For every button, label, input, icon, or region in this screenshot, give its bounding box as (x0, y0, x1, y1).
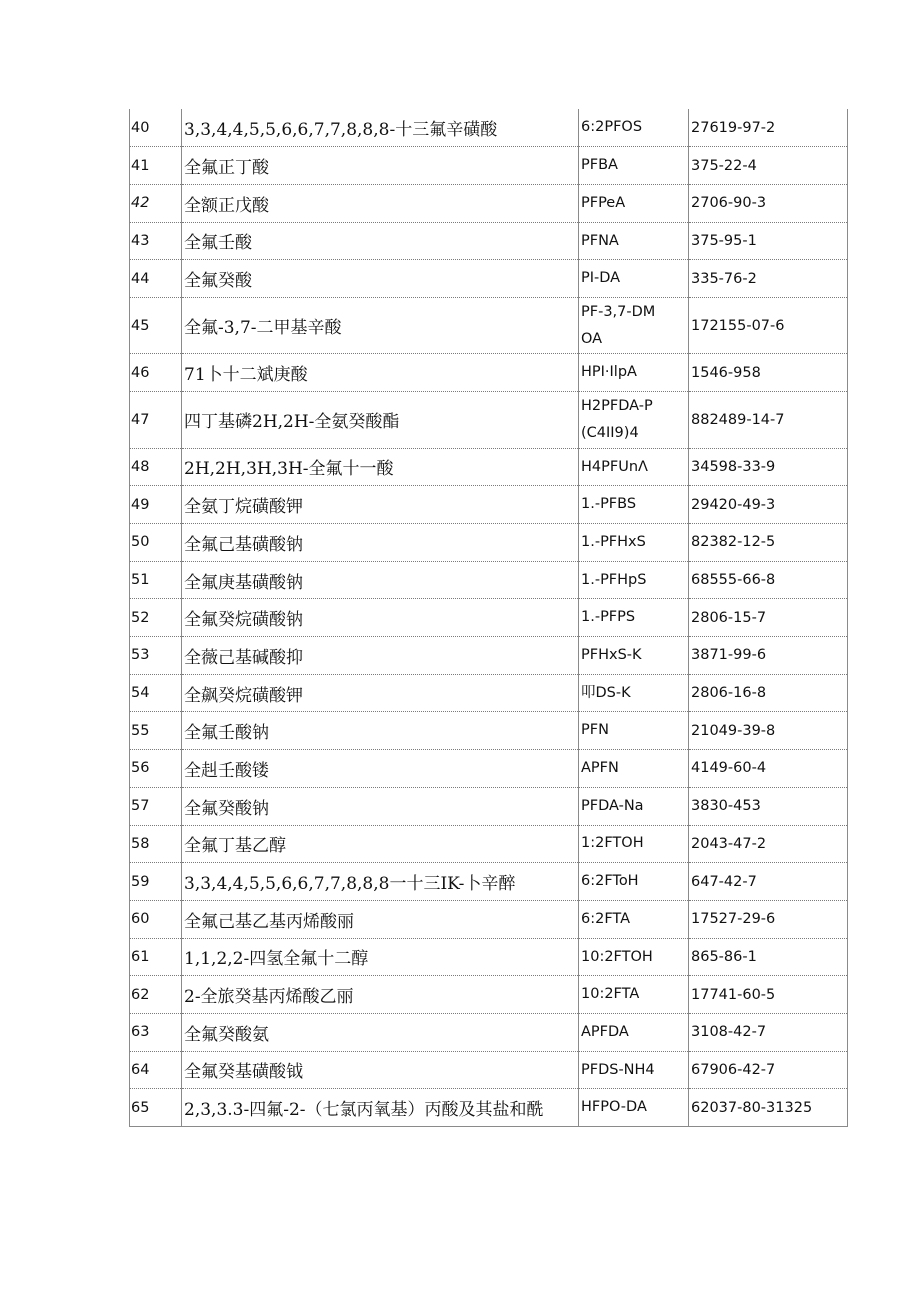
abbreviation-cell (579, 599, 689, 637)
abbreviation: 1.-PFHpS (581, 571, 647, 588)
row-number: 44 (130, 260, 182, 298)
row-number: 64 (130, 1051, 182, 1089)
substance-name: 全氟-3,7-二甲基辛酸 (182, 297, 579, 354)
table-row (130, 222, 848, 260)
substance-name: 2-全旅癸基丙烯酸乙丽 (182, 976, 579, 1014)
cas-number: 3830-453 (689, 787, 848, 825)
abbreviation-continued: OA (581, 330, 603, 347)
substance-name: 四丁基磷2H,2H-全氨癸酸酯 (182, 392, 579, 449)
abbreviation: 10:2FTOH (581, 948, 653, 965)
substance-name: 全额正戊酸 (182, 184, 579, 222)
table-row (130, 1089, 848, 1127)
substance-table-body (130, 109, 848, 1127)
abbreviation-cell (579, 524, 689, 562)
table-row (130, 184, 848, 222)
row-number: 47 (130, 392, 182, 449)
substance-name: 全氨丁烷磺酸钾 (182, 486, 579, 524)
abbreviation-cell (579, 712, 689, 750)
table-row (130, 825, 848, 863)
row-number: 62 (130, 976, 182, 1014)
cas-number: 375-22-4 (689, 147, 848, 185)
abbreviation-continued: (C4II9)4 (581, 424, 639, 441)
cas-number: 882489-14-7 (689, 392, 848, 449)
table-row (130, 637, 848, 675)
row-number: 46 (130, 354, 182, 392)
row-number: 56 (130, 750, 182, 788)
table-row (130, 900, 848, 938)
substance-name: 全氟庚基磺酸钠 (182, 561, 579, 599)
abbreviation: PFPeA (581, 194, 626, 211)
row-number: 52 (130, 599, 182, 637)
abbreviation-cell (579, 637, 689, 675)
abbreviation-cell (579, 787, 689, 825)
row-number: 40 (130, 109, 182, 147)
abbreviation: PFHxS-K (581, 647, 642, 663)
cas-number: 67906-42-7 (689, 1051, 848, 1089)
abbreviation: PFBA (581, 157, 618, 174)
substance-name: 2H,2H,3H,3H-全氟十一酸 (182, 448, 579, 486)
abbreviation-cell (579, 222, 689, 260)
cas-number: 375-95-1 (689, 222, 848, 260)
abbreviation-cell (579, 109, 689, 147)
substance-name: 全飙癸烷磺酸钾 (182, 674, 579, 712)
cas-number: 29420-49-3 (689, 486, 848, 524)
table-row (130, 109, 848, 147)
table-row (130, 147, 848, 185)
abbreviation: HFPO-DA (581, 1099, 647, 1116)
substance-name: 全氟壬酸钠 (182, 712, 579, 750)
table-row (130, 712, 848, 750)
table-row (130, 863, 848, 901)
abbreviation-cell (579, 486, 689, 524)
table-row (130, 392, 848, 449)
substance-name: 全氟癸基磺酸钺 (182, 1051, 579, 1089)
table-row (130, 354, 848, 392)
row-number: 50 (130, 524, 182, 562)
cas-number: 62037-80-31325 (689, 1089, 848, 1127)
abbreviation-cell (579, 1051, 689, 1089)
row-number: 41 (130, 147, 182, 185)
abbreviation-cell (579, 750, 689, 788)
abbreviation: PI-DA (581, 270, 621, 287)
table-row (130, 260, 848, 298)
table-row (130, 1051, 848, 1089)
table-row (130, 938, 848, 976)
row-number: 54 (130, 674, 182, 712)
row-number: 59 (130, 863, 182, 901)
abbreviation-cell (579, 448, 689, 486)
substance-name: 全薇己基碱酸抑 (182, 637, 579, 675)
table-row (130, 674, 848, 712)
cas-number: 335-76-2 (689, 260, 848, 298)
table-row (130, 787, 848, 825)
abbreviation-cell (579, 1013, 689, 1051)
table-row (130, 750, 848, 788)
substance-name: 全氟癸酸 (182, 260, 579, 298)
substance-name: 全赳壬酸镂 (182, 750, 579, 788)
substance-name: 1,1,2,2-四氢全氟十二醇 (182, 938, 579, 976)
substance-name: 全氟己基乙基丙烯酸丽 (182, 900, 579, 938)
cas-number: 21049-39-8 (689, 712, 848, 750)
abbreviation: PFN (581, 722, 609, 739)
substance-table (129, 109, 848, 1127)
cas-number: 2806-15-7 (689, 599, 848, 637)
cas-number: 17527-29-6 (689, 900, 848, 938)
row-number: 65 (130, 1089, 182, 1127)
abbreviation: 6:2PFOS (581, 119, 643, 136)
abbreviation: 1:2FTOH (581, 835, 644, 852)
abbreviation: 10:2FTA (581, 986, 640, 1003)
substance-name: 全氟壬酸 (182, 222, 579, 260)
table-row (130, 297, 848, 354)
cas-number: 3108-42-7 (689, 1013, 848, 1051)
table-row (130, 1013, 848, 1051)
row-number: 61 (130, 938, 182, 976)
table-row (130, 976, 848, 1014)
substance-name: 全氟己基磺酸钠 (182, 524, 579, 562)
abbreviation: PFDS-NH4 (581, 1061, 655, 1078)
row-number: 42 (130, 184, 182, 222)
row-number: 60 (130, 900, 182, 938)
abbreviation: H2PFDA-P (581, 398, 653, 415)
cas-number: 17741-60-5 (689, 976, 848, 1014)
abbreviation-cell (579, 147, 689, 185)
abbreviation: PFNA (581, 232, 619, 249)
abbreviation-cell (579, 900, 689, 938)
abbreviation: 叩DS-K (581, 684, 631, 701)
table-row (130, 524, 848, 562)
cas-number: 68555-66-8 (689, 561, 848, 599)
cas-number: 2043-47-2 (689, 825, 848, 863)
substance-name: 3,3,4,4,5,5,6,6,7,7,8,8,8一十三IK-卜辛醉 (182, 863, 579, 901)
abbreviation-cell (579, 354, 689, 392)
table-row (130, 561, 848, 599)
row-number: 53 (130, 637, 182, 675)
abbreviation-cell (579, 863, 689, 901)
abbreviation-cell (579, 976, 689, 1014)
abbreviation: 6:2FToH (581, 873, 639, 890)
row-number: 43 (130, 222, 182, 260)
abbreviation: HPI·IlpA (581, 364, 637, 381)
abbreviation-cell (579, 674, 689, 712)
substance-name: 全氟丁基乙醇 (182, 825, 579, 863)
substance-name: 全氟癸酸氨 (182, 1013, 579, 1051)
abbreviation-cell (579, 938, 689, 976)
abbreviation-cell (579, 1089, 689, 1127)
row-number: 55 (130, 712, 182, 750)
abbreviation: APFDA (581, 1023, 629, 1040)
cas-number: 172155-07-6 (689, 297, 848, 354)
cas-number: 27619-97-2 (689, 109, 848, 147)
abbreviation-cell (579, 561, 689, 599)
substance-name: 2,3,3.3-四氟-2-（七氯丙氧基）丙酸及其盐和酰 (182, 1089, 579, 1127)
row-number: 63 (130, 1013, 182, 1051)
substance-name: 全氟癸酸钠 (182, 787, 579, 825)
abbreviation-cell (579, 297, 689, 354)
substance-name: 3,3,4,4,5,5,6,6,7,7,8,8,8-十三氟辛磺酸 (182, 109, 579, 147)
cas-number: 4149-60-4 (689, 750, 848, 788)
cas-number: 3871-99-6 (689, 637, 848, 675)
substance-name: 全氟正丁酸 (182, 147, 579, 185)
row-number: 57 (130, 787, 182, 825)
abbreviation: 1.-PFPS (581, 609, 636, 626)
abbreviation: 6:2FTA (581, 910, 631, 927)
cas-number: 34598-33-9 (689, 448, 848, 486)
abbreviation-cell (579, 260, 689, 298)
cas-number: 1546-958 (689, 354, 848, 392)
substance-name: 71卜十二斌庚酸 (182, 354, 579, 392)
cas-number: 647-42-7 (689, 863, 848, 901)
abbreviation-cell (579, 184, 689, 222)
abbreviation: PFDA-Na (581, 797, 644, 814)
abbreviation: H4PFUnΛ (581, 458, 648, 475)
cas-number: 865-86-1 (689, 938, 848, 976)
table-row (130, 448, 848, 486)
row-number: 49 (130, 486, 182, 524)
substance-name: 全氟癸烷磺酸钠 (182, 599, 579, 637)
row-number: 58 (130, 825, 182, 863)
abbreviation: APFN (581, 760, 619, 777)
abbreviation-cell (579, 825, 689, 863)
table-row (130, 599, 848, 637)
cas-number: 2706-90-3 (689, 184, 848, 222)
row-number: 48 (130, 448, 182, 486)
abbreviation: PF-3,7-DM (581, 303, 656, 320)
abbreviation-cell (579, 392, 689, 449)
cas-number: 2806-16-8 (689, 674, 848, 712)
cas-number: 82382-12-5 (689, 524, 848, 562)
abbreviation: 1.-PFHxS (581, 533, 646, 550)
abbreviation: 1.-PFBS (581, 496, 637, 513)
table-row (130, 486, 848, 524)
row-number: 45 (130, 297, 182, 354)
row-number: 51 (130, 561, 182, 599)
